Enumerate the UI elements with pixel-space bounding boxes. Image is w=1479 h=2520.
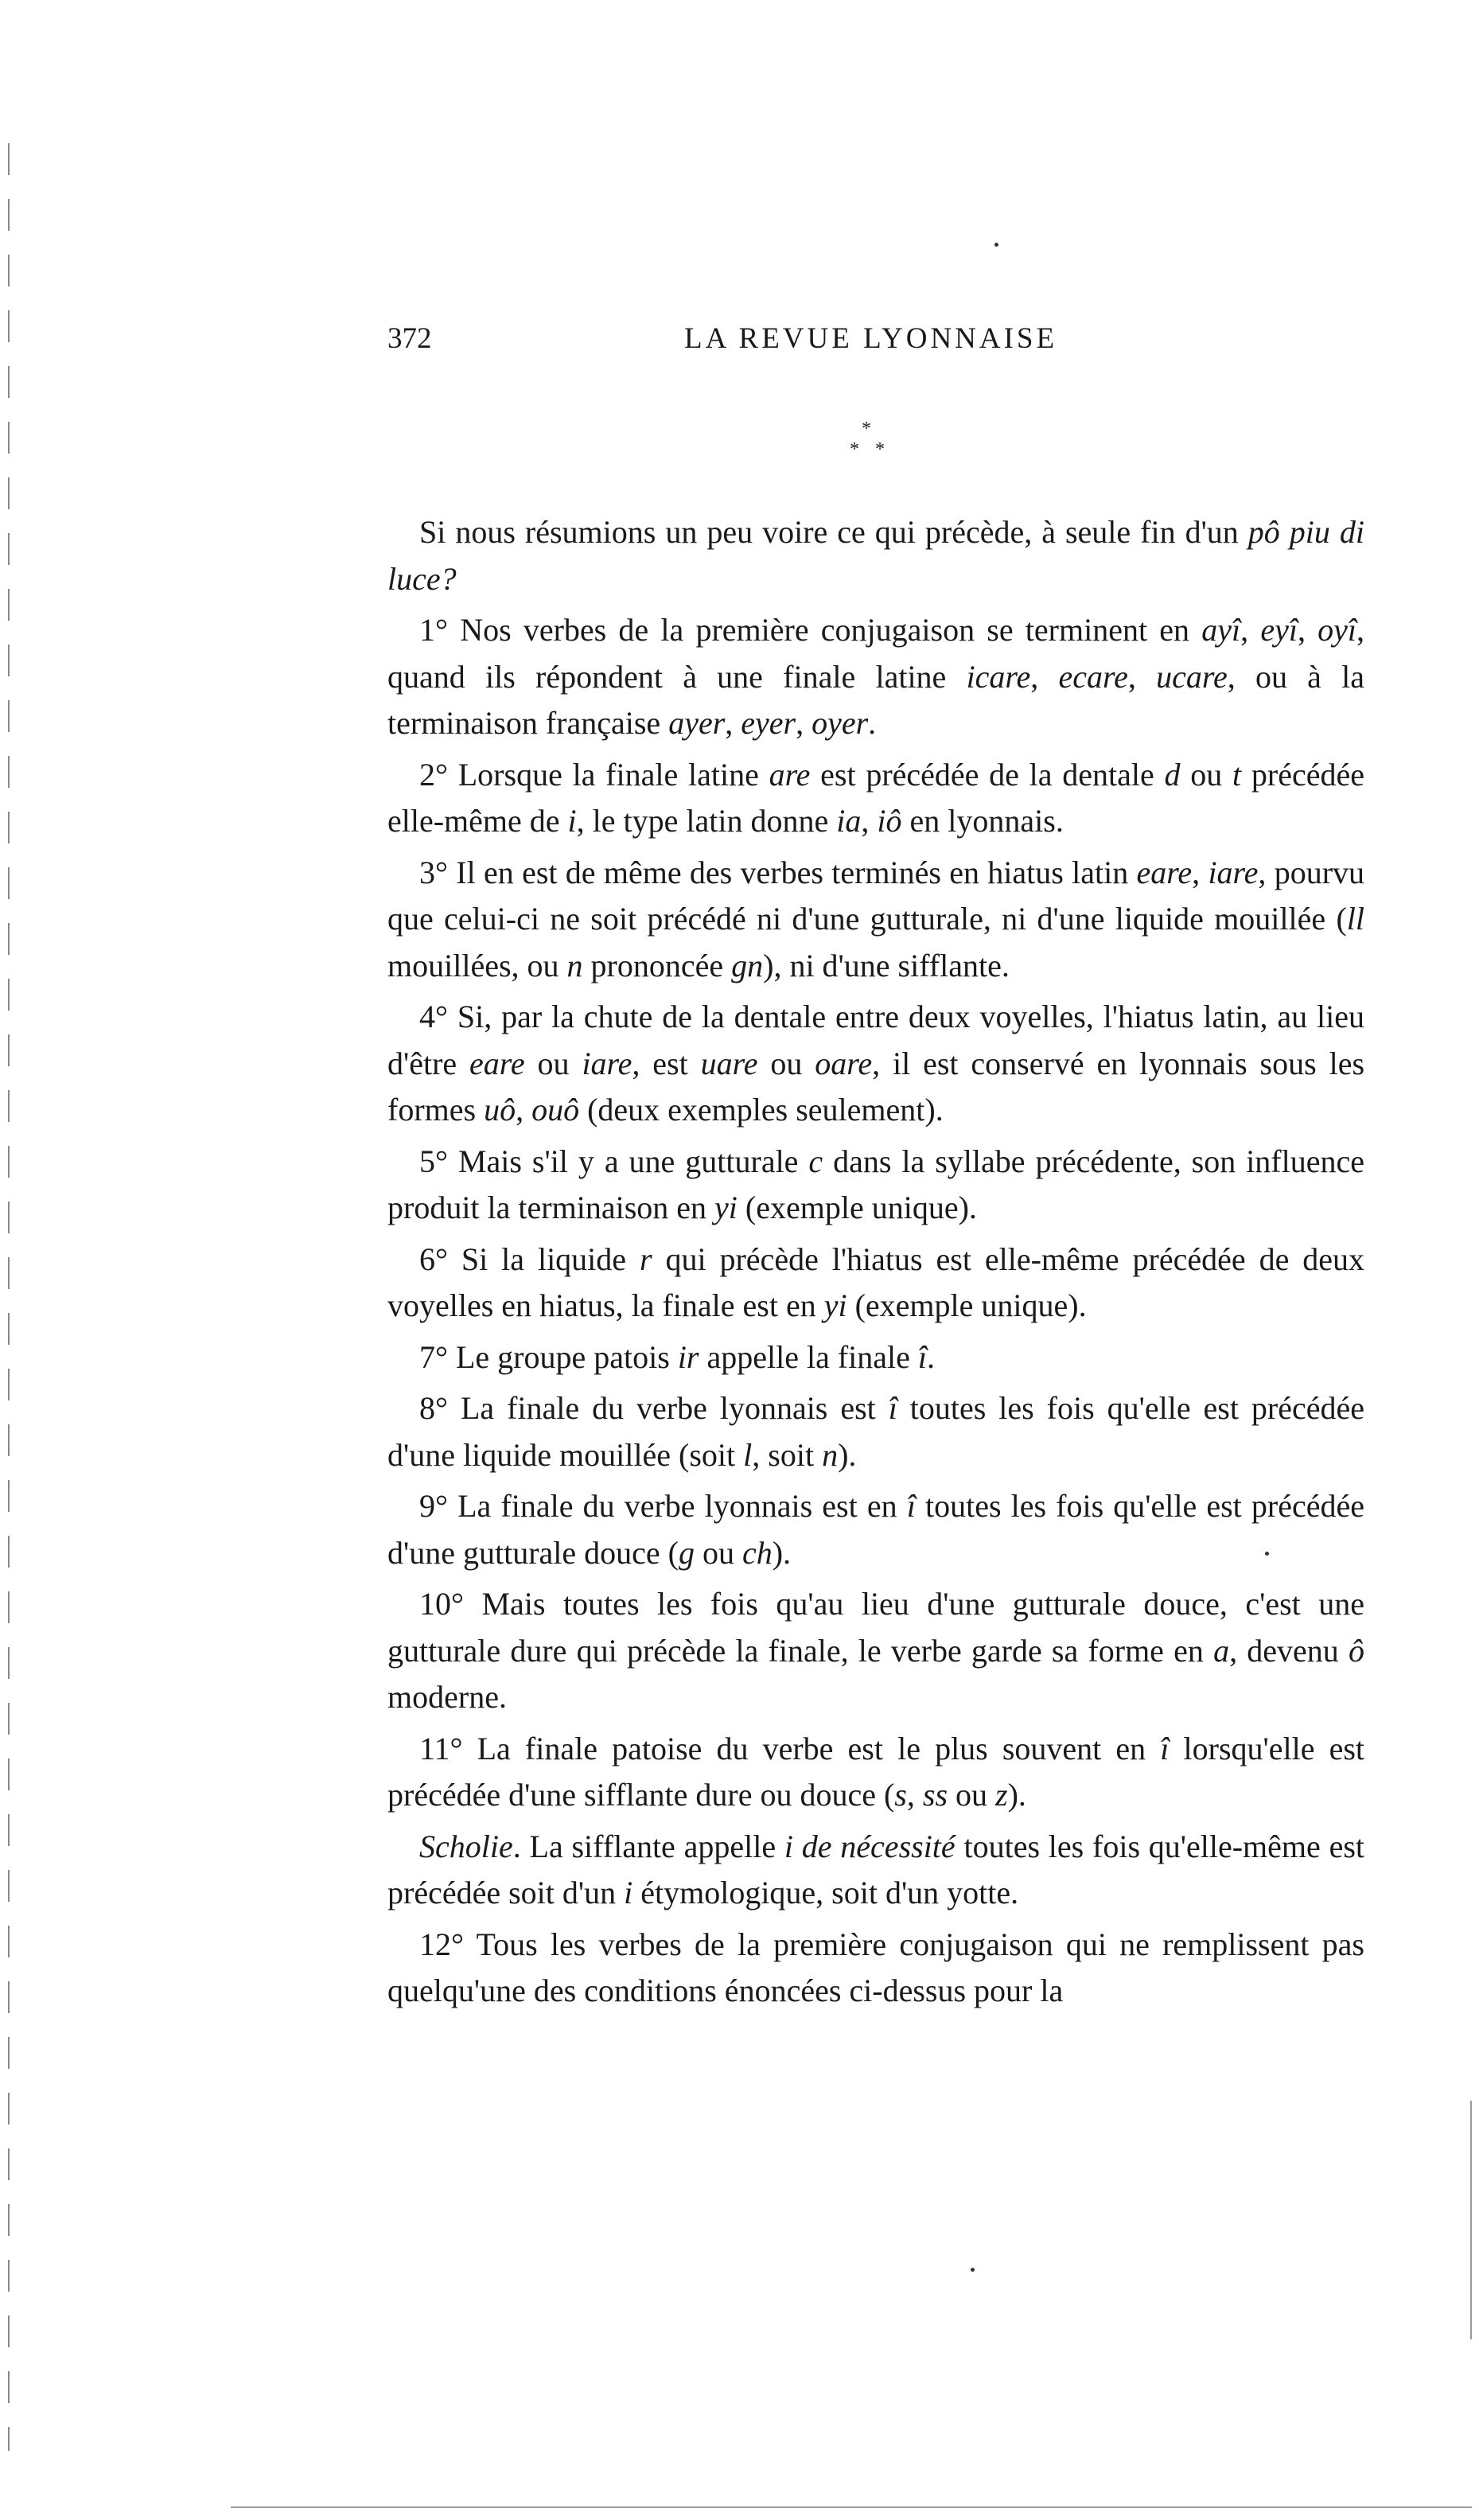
text-run: ou [1180,756,1233,793]
italic-term: ayer [668,705,726,741]
text-run: , il est conservé en lyonnais sous les formes [387,1045,1365,1128]
paragraph-rule-5 [387,1139,1364,1232]
italic-term: ucare [1156,658,1228,695]
paragraph-rule-8 [387,1385,1364,1478]
italic-term: s [894,1777,907,1813]
italic-term: oare [815,1045,873,1081]
page-number: 372 [387,322,432,355]
text-run: , [906,1777,923,1813]
text-run: 2° Lorsque la finale latine [419,756,769,793]
italic-term: oyî [1317,612,1357,648]
italic-term: eyer [741,705,796,741]
text-run: ). [1007,1777,1026,1813]
text-run: ou [948,1777,996,1813]
scan-edge-left [8,143,10,2451]
paragraph-rule-7 [387,1334,1364,1381]
paragraph-scholie [387,1824,1364,1917]
asterism-ornament [842,419,905,466]
text-run: 11° La finale patoise du verbe est le plus souvent en [419,1730,1161,1766]
paragraph-rule-12 [387,1922,1364,2015]
text-run: 1° Nos verbes de la première conjugaison se terminent en [419,612,1202,648]
text-run: , [725,705,741,741]
text-run: , [861,803,878,839]
paragraph-rule-9 [387,1483,1364,1576]
text-run: 4° Si, par la chute de la dentale entre deux voyelles, l'hiatus latin, au lieu d'être [387,999,1364,1081]
paragraph-rule-2 [387,752,1364,845]
text-run: toutes les fois qu'elle-même est précédée soit d'un [387,1828,1364,1910]
italic-term: z [995,1777,1008,1813]
text-run: appelle la finale [699,1338,918,1375]
text-run: ). [772,1534,792,1571]
text-run: 12° Tous les verbes de la première conjugaison qui ne remplissent pas quelqu'une des conditions énoncées ci-dessus pour la [387,1926,1364,2008]
asterism-star: * [862,419,871,439]
italic-term: iare [1208,854,1259,890]
italic-term: ll [1346,901,1364,937]
text-run: mouillées, ou [387,947,567,983]
italic-term: i [624,1875,633,1910]
text-run: précédée elle-même de [387,756,1365,839]
italic-term: c [808,1143,823,1179]
paragraph-rule-11 [387,1726,1364,1819]
italic-term: pô piu di luce? [387,514,1364,597]
text-run: 7° Le groupe patois [419,1338,678,1375]
text-run: est précédée de la dentale [810,756,1165,793]
italic-term: a [1213,1632,1230,1669]
text-run: prononcée [582,947,732,983]
italic-term: uô [484,1092,516,1128]
asterism-star: * [875,439,885,460]
text-run: ). [838,1436,857,1473]
paragraph-rule-3 [387,850,1364,990]
italic-term: î [906,1488,916,1524]
italic-term: oyer [812,705,869,741]
text-run: , soit [752,1436,823,1473]
text-run: en lyonnais. [901,803,1064,839]
italic-term: l [743,1436,753,1473]
italic-term: ch [741,1534,773,1571]
text-run: , quand ils répondent à une finale latine [387,612,1365,695]
text-run: 5° Mais s'il y a une gutturale [419,1143,809,1179]
ink-speck [971,2268,975,2272]
italic-term: yi [823,1287,847,1323]
scan-edge-bottom [231,2506,1472,2508]
italic-term: ô [1349,1632,1364,1669]
text-run: , [796,705,812,741]
text-run: dans la syllabe précédente, son influence produit la terminaison en [387,1143,1365,1225]
text-run: 10° Mais toutes les fois qu'au lieu d'une gutturale douce, c'est une gutturale dure qui précède la finale, le verbe garde sa forme en [387,1586,1364,1669]
paragraph-rule-10 [387,1581,1364,1721]
text-run: qui précède l'hiatus est elle-même précédée de deux voyelles en hiatus, la finale est en [387,1241,1364,1323]
italic-term: Scholie [419,1828,513,1864]
scan-edge-right [1470,2101,1472,2339]
italic-term: ss [922,1777,948,1813]
text-run: (exemple unique). [847,1287,1087,1323]
italic-term: g [678,1534,695,1571]
text-run: ), ni d'une sifflante. [763,947,1010,983]
italic-term: î [917,1338,928,1375]
italic-term: ir [677,1338,699,1375]
text-run: . [868,705,877,741]
italic-term: ayî [1201,612,1241,648]
italic-term: d [1164,756,1181,793]
italic-term: uare [700,1045,758,1081]
body-text [387,509,1364,2015]
text-run: , pourvu que celui-ci ne soit précédé ni d'une gutturale, ni d'une liquide mouillée ( [387,854,1365,937]
italic-term: iô [877,803,902,839]
paragraph-rule-4 [387,994,1364,1134]
italic-term: î [1160,1730,1170,1766]
paragraph-rule-6 [387,1237,1364,1330]
italic-term: gn [731,947,764,983]
text-run: 3° Il en est de même des verbes terminés en hiatus latin [419,854,1137,890]
ink-speck [994,243,998,247]
text-run: toutes les fois qu'elle est précédée d'une liquide mouillée (soit [387,1390,1365,1473]
italic-term: r [639,1241,652,1277]
text-run: . La sifflante appelle [512,1828,784,1864]
text-run: Si nous résumions un peu voire ce qui précède, à seule fin d'un [419,514,1248,550]
text-run: ou [757,1045,815,1081]
text-run: . [927,1338,936,1375]
text-run: , [1127,658,1157,695]
italic-term: yi [714,1190,738,1225]
italic-term: n [566,947,583,983]
italic-term: iare [582,1045,632,1081]
text-run: , [1030,658,1059,695]
text-run: , [1192,854,1208,890]
text-run: , devenu [1229,1632,1349,1669]
italic-term: t [1232,756,1242,793]
italic-term: eare [1136,854,1193,890]
italic-term: i de nécessité [784,1828,956,1864]
asterism-star: * [850,439,859,460]
text-run: , le type latin donne [576,803,837,839]
text-run: (deux exemples seulement). [579,1092,944,1128]
text-run: ou [524,1045,582,1081]
italic-term: are [769,756,811,793]
text-run: lorsqu'elle est précédée d'une sifflante dure ou douce ( [387,1730,1365,1813]
italic-term: i [567,803,577,839]
italic-term: ecare [1058,658,1128,695]
text-run: , est [632,1045,701,1081]
italic-term: n [822,1436,839,1473]
italic-term: î [888,1390,897,1426]
paragraph-intro [387,509,1364,602]
text-run: étymologique, soit d'un yotte. [632,1875,1019,1910]
text-run: moderne. [387,1679,507,1715]
italic-term: eyî [1260,612,1298,648]
text-run: ou [694,1534,742,1571]
text-run: , [516,1092,532,1128]
text-run: , [1297,612,1318,648]
text-run: 6° Si la liquide [419,1241,640,1277]
italic-term: eare [469,1045,525,1081]
text-run: 8° La finale du verbe lyonnais est [419,1390,889,1426]
italic-term: ia [836,803,862,839]
italic-term: ouô [531,1092,580,1128]
italic-term: icare [966,658,1031,695]
text-run: , ou à la terminaison française [387,658,1365,741]
text-run: toutes les fois qu'elle est précédée d'une gutturale douce ( [387,1488,1364,1571]
text-run: (exemple unique). [737,1190,977,1225]
text-run: , [1240,612,1261,648]
running-head [387,321,1358,361]
text-run: 9° La finale du verbe lyonnais est en [419,1488,907,1524]
paragraph-rule-1 [387,607,1364,747]
journal-title: LA REVUE LYONNAISE [684,322,1058,355]
